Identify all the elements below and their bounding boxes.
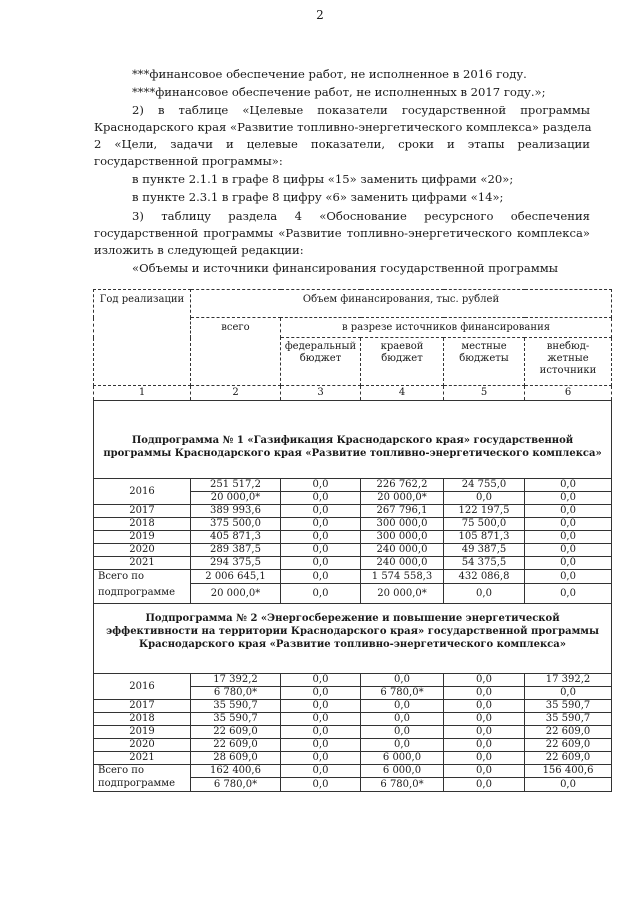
table-cell: 0,0 [281, 557, 361, 570]
item-3-line-2: государственной программы «Развитие топливно-энергетического комплекса» [94, 226, 590, 240]
table-cell: 22 609,0 [525, 726, 612, 739]
table-row: 2017 [94, 700, 191, 713]
table-cell: 251 517,2 [191, 479, 281, 492]
table-cell: 17 392,2 [191, 674, 281, 687]
table-cell: 20 000,0* [361, 584, 444, 604]
table-cell: 0,0 [281, 700, 361, 713]
subprogram-2-title: Подпрограмма № 2 «Энергосбережение и повышение энергетической эффективности на территории Краснодарского края» государственной программы Краснодарского края «Развитие топливно-энергетического комплекса» [94, 604, 612, 674]
table-cell: 0,0 [281, 752, 361, 765]
table-cell: 156 400,6 [525, 765, 612, 778]
table-cell: 0,0 [525, 570, 612, 584]
table-cell: 0,0 [525, 492, 612, 505]
table-cell: 240 000,0 [361, 557, 444, 570]
col-num-5: 5 [444, 386, 525, 401]
table-cell: 162 400,6 [191, 765, 281, 778]
table-cell: 0,0 [361, 726, 444, 739]
table-cell: 35 590,7 [191, 713, 281, 726]
col-num-4: 4 [361, 386, 444, 401]
table-cell: 22 609,0 [191, 726, 281, 739]
table-cell: 49 387,5 [444, 544, 525, 557]
table-cell: 294 375,5 [191, 557, 281, 570]
table-cell: 0,0 [525, 687, 612, 700]
table-cell: 226 762,2 [361, 479, 444, 492]
total-label: Всего по [94, 570, 191, 584]
col-num-6: 6 [525, 386, 612, 401]
header-regional: краевой бюджет [361, 338, 444, 386]
table-cell: 0,0 [444, 687, 525, 700]
header-volume: Объем финансирования, тыс. рублей [191, 290, 612, 318]
table-cell: 0,0 [444, 584, 525, 604]
table-cell: 1 574 558,3 [361, 570, 444, 584]
table-cell: 22 609,0 [191, 739, 281, 752]
table-cell: 0,0 [444, 674, 525, 687]
table-cell: 0,0 [281, 739, 361, 752]
table-cell: 0,0 [281, 505, 361, 518]
col-num-3: 3 [281, 386, 361, 401]
table-cell: 289 387,5 [191, 544, 281, 557]
item-2-line-3: 2 «Цели, задачи и целевые показатели, сроки и этапы реализации [94, 137, 590, 151]
table-cell: 0,0 [361, 700, 444, 713]
table-cell: 0,0 [444, 778, 525, 792]
table-row: 2021 [94, 752, 191, 765]
table-cell: 0,0 [444, 765, 525, 778]
table-cell: 0,0 [361, 739, 444, 752]
table-row: 2019 [94, 726, 191, 739]
table-cell: 6 000,0 [361, 765, 444, 778]
table-cell: 0,0 [281, 778, 361, 792]
table-cell: 0,0 [281, 584, 361, 604]
item-2-line-4: государственной программы»: [94, 154, 283, 168]
footnote-3: ***финансовое обеспечение работ, не исполненное в 2016 году. [132, 67, 527, 81]
item-2-change-1: в пункте 2.1.1 в графе 8 цифры «15» заменить цифрами «20»; [132, 172, 514, 186]
table-cell: 75 500,0 [444, 518, 525, 531]
table-cell: 389 993,6 [191, 505, 281, 518]
table-row: 2018 [94, 518, 191, 531]
footnote-4: ****финансовое обеспечение работ, не исполненных в 2017 году.»; [132, 85, 546, 99]
table-cell: 6 780,0* [191, 687, 281, 700]
table-cell: 0,0 [281, 713, 361, 726]
header-by-source: в разрезе источников финансирования [281, 318, 612, 338]
table-cell: 405 871,3 [191, 531, 281, 544]
table-cell: 375 500,0 [191, 518, 281, 531]
table-cell: 300 000,0 [361, 531, 444, 544]
table-cell: 267 796,1 [361, 505, 444, 518]
table-cell: 22 609,0 [525, 739, 612, 752]
table-cell: 432 086,8 [444, 570, 525, 584]
table-cell: 0,0 [361, 713, 444, 726]
table-cell: 35 590,7 [525, 700, 612, 713]
table-cell: 0,0 [444, 700, 525, 713]
item-3-line-3: изложить в следующей редакции: [94, 243, 304, 257]
table-cell: 0,0 [281, 544, 361, 557]
table-cell: 0,0 [281, 531, 361, 544]
table-cell: 0,0 [525, 505, 612, 518]
table-row: 2021 [94, 557, 191, 570]
table-row: 2019 [94, 531, 191, 544]
header-local: местные бюджеты [444, 338, 525, 386]
table-cell: 0,0 [281, 765, 361, 778]
financing-table [93, 289, 612, 792]
table-row: 2018 [94, 713, 191, 726]
table-cell: 0,0 [281, 674, 361, 687]
total-label: подпрограмме [94, 778, 191, 792]
table-cell: 0,0 [525, 518, 612, 531]
table-cell: 2 006 645,1 [191, 570, 281, 584]
table-cell: 0,0 [525, 479, 612, 492]
total-label: Всего по [94, 765, 191, 778]
item-2-line-2: Краснодарского края «Развитие топливно-энергетического комплекса» раздела [94, 120, 592, 134]
table-cell: 0,0 [281, 570, 361, 584]
table-cell: 24 755,0 [444, 479, 525, 492]
table-row: 2017 [94, 505, 191, 518]
subprogram-1-title: Подпрограмма № 1 «Газификация Краснодарского края» государственной программы Краснодарского края «Развитие топливно-энергетического комплекса» [94, 401, 612, 479]
table-cell: 6 780,0* [191, 778, 281, 792]
table-cell: 22 609,0 [525, 752, 612, 765]
col-num-2: 2 [191, 386, 281, 401]
table-cell: 0,0 [444, 492, 525, 505]
table-cell: 54 375,5 [444, 557, 525, 570]
item-2-line-1: 2) в таблице «Целевые показатели государственной программы [132, 103, 590, 117]
table-cell: 0,0 [281, 518, 361, 531]
table-cell: 28 609,0 [191, 752, 281, 765]
table-cell: 0,0 [361, 674, 444, 687]
table-cell: 6 780,0* [361, 778, 444, 792]
header-extra: внебюд-жетные источники [525, 338, 612, 386]
table-cell: 17 392,2 [525, 674, 612, 687]
item-3-line-1: 3) таблицу раздела 4 «Обоснование ресурсного обеспечения [132, 209, 590, 223]
item-2-change-2: в пункте 2.3.1 в графе 8 цифру «6» заменить цифрами «14»; [132, 190, 504, 204]
table-cell: 20 000,0* [191, 492, 281, 505]
header-total: всего [191, 318, 281, 386]
table-cell: 20 000,0* [361, 492, 444, 505]
header-federal: федеральный бюджет [281, 338, 361, 386]
table-cell: 35 590,7 [191, 700, 281, 713]
table-cell: 20 000,0* [191, 584, 281, 604]
table-cell: 0,0 [444, 713, 525, 726]
table-cell: 0,0 [281, 726, 361, 739]
table-cell: 0,0 [525, 778, 612, 792]
table-cell: 0,0 [281, 492, 361, 505]
table-cell: 0,0 [525, 544, 612, 557]
table-cell: 0,0 [444, 739, 525, 752]
table-row: 2020 [94, 544, 191, 557]
table-cell: 0,0 [525, 531, 612, 544]
total-label: подпрограмме [94, 584, 191, 604]
table-cell: 0,0 [281, 687, 361, 700]
table-cell: 300 000,0 [361, 518, 444, 531]
table-cell: 35 590,7 [525, 713, 612, 726]
table-caption: «Объемы и источники финансирования государственной программы [132, 261, 559, 275]
table-cell: 0,0 [281, 479, 361, 492]
table-cell: 6 780,0* [361, 687, 444, 700]
header-year: Год реализации [94, 290, 191, 386]
table-cell: 0,0 [525, 557, 612, 570]
table-cell: 122 197,5 [444, 505, 525, 518]
col-num-1: 1 [94, 386, 191, 401]
table-row: 2020 [94, 739, 191, 752]
table-row: 2016 [94, 479, 191, 505]
table-cell: 0,0 [525, 584, 612, 604]
table-cell: 6 000,0 [361, 752, 444, 765]
table-row: 2016 [94, 674, 191, 700]
page-number: 2 [316, 8, 324, 22]
table-cell: 240 000,0 [361, 544, 444, 557]
table-cell: 0,0 [444, 726, 525, 739]
table-cell: 0,0 [444, 752, 525, 765]
table-cell: 105 871,3 [444, 531, 525, 544]
